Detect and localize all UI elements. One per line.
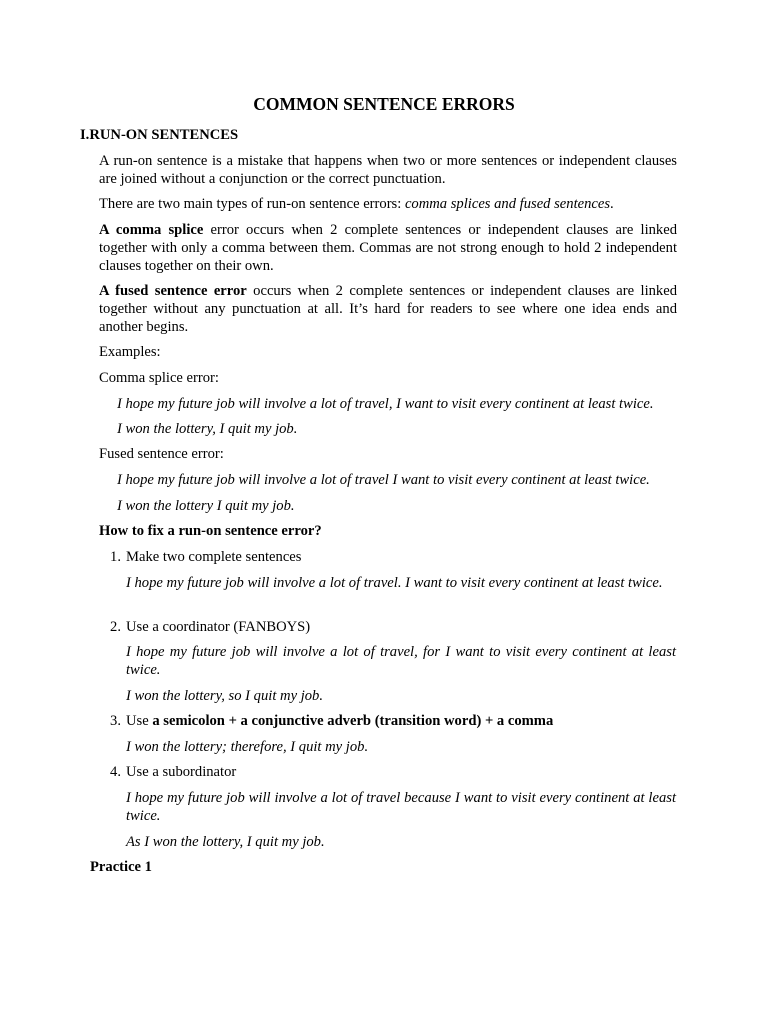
page-title: COMMON SENTENCE ERRORS [253, 94, 515, 114]
section-title: RUN-ON SENTENCES [89, 127, 239, 143]
fix-number: 3. [110, 713, 121, 729]
fix-example: As I won the lottery, I quit my job. [126, 834, 325, 850]
fix-number: 4. [110, 764, 121, 780]
comma-splice-term: A comma splice [99, 222, 204, 238]
section-number: I. [80, 127, 90, 143]
comma-splice-label: Comma splice error: [99, 370, 219, 386]
fix-label: Use a coordinator (FANBOYS) [126, 619, 311, 635]
fix-heading: How to fix a run-on sentence error? [99, 523, 322, 539]
types-paragraph: There are two main types of run-on sentence errors: comma splices and fused sentences. [99, 196, 614, 212]
fix-label: Make two complete sentences [126, 549, 302, 565]
fused-sentence-example: I hope my future job will involve a lot of travel I want to visit every continent at least twice. [117, 472, 650, 488]
fused-sentence-label: Fused sentence error: [99, 446, 224, 462]
types-italic: comma splices and fused sentences [404, 196, 611, 212]
fused-sentence-example: I won the lottery I quit my job. [117, 498, 295, 514]
fix-number: 1. [110, 549, 121, 565]
comma-splice-definition: A comma splice error occurs when 2 complete sentences or independent clauses are linked together with only a comma between them. Commas are not strong enough to hold 2 independent clauses together on their own. [99, 222, 677, 274]
comma-splice-example: I won the lottery, I quit my job. [117, 421, 298, 437]
examples-label: Examples: [99, 344, 161, 360]
intro-paragraph: A run-on sentence is a mistake that happens when two or more sentences or independent clauses are joined without a conjunction or the correct punctuation. [99, 153, 677, 187]
fix-number: 2. [110, 619, 121, 635]
fix-label: Use a semicolon + a conjunctive adverb (transition word) + a comma [126, 713, 554, 729]
fix-example: I hope my future job will involve a lot of travel, for I want to visit every continent at least twice. [126, 644, 676, 678]
fix-example: I won the lottery; therefore, I quit my job. [126, 739, 369, 755]
practice-heading: Practice 1 [90, 859, 152, 875]
fix-example: I won the lottery, so I quit my job. [126, 688, 323, 704]
fix-label: Use a subordinator [126, 764, 237, 780]
comma-splice-example: I hope my future job will involve a lot of travel, I want to visit every continent at least twice. [117, 396, 654, 412]
section-heading [80, 126, 238, 144]
fix-example: I hope my future job will involve a lot of travel because I want to visit every continent at least twice. [126, 790, 676, 824]
fix-example: I hope my future job will involve a lot of travel. I want to visit every continent at least twice. [126, 575, 663, 591]
fused-sentence-term: A fused sentence error [99, 283, 247, 299]
fused-sentence-definition: A fused sentence error occurs when 2 complete sentences or independent clauses are linked together without any punctuation at all. It’s hard for readers to see where one idea ends and another begins. [99, 283, 677, 335]
